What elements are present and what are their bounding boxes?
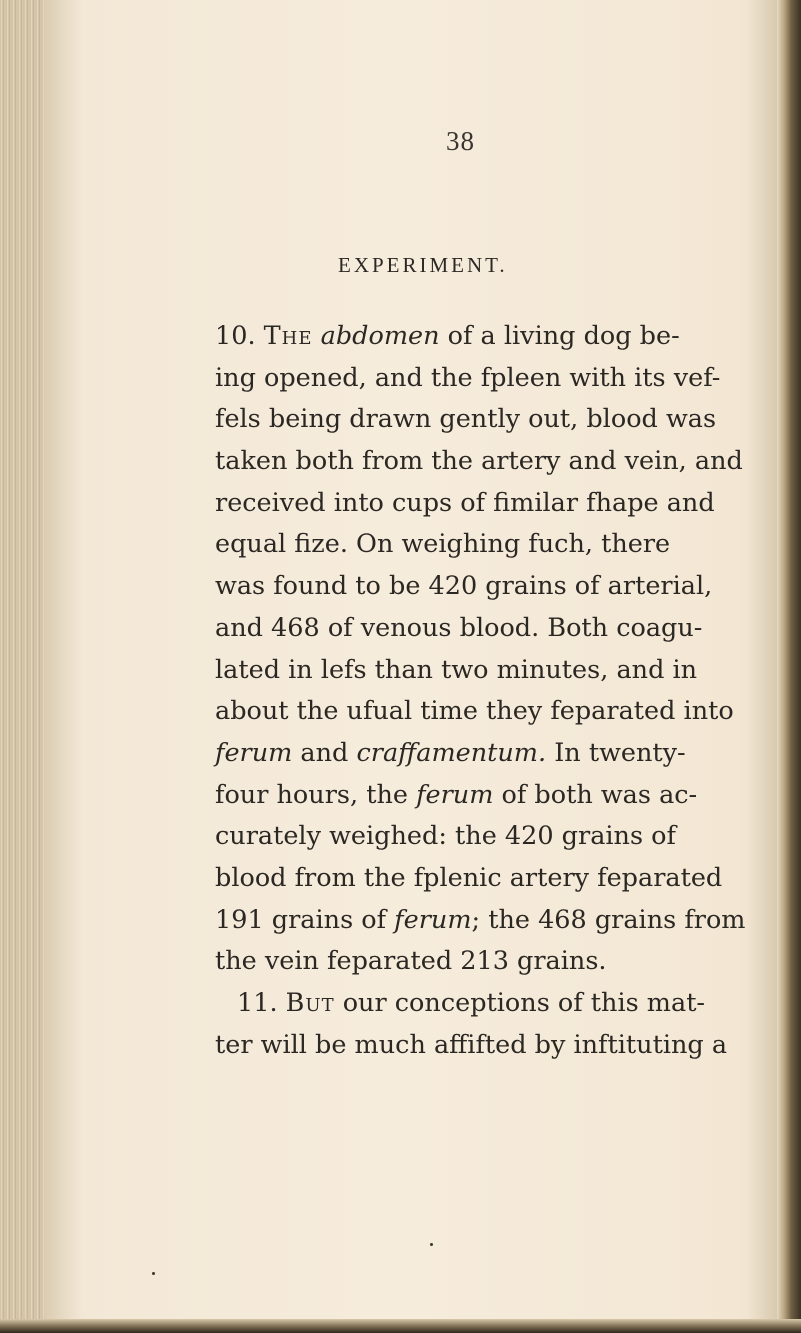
- text-line: received into cups of fimilar fhape and: [215, 487, 715, 518]
- text-line: about the ufual time they feparated into: [215, 696, 734, 727]
- text-line: ter will be much affifted by inftituting a: [215, 1029, 728, 1060]
- text-line: ferum and craffamentum. In twenty-: [215, 737, 686, 768]
- book-edge-bottom: [0, 1319, 801, 1333]
- section-heading: EXPERIMENT.: [338, 253, 508, 277]
- text-line: 10. The abdomen of a living dog be-: [215, 321, 680, 351]
- gutter-shadow: [44, 0, 84, 1333]
- text-line: equal fize. On weighing fuch, there: [215, 529, 671, 560]
- text-line: 191 grains of ferum; the 468 grains from: [215, 904, 746, 935]
- text-line: and 468 of venous blood. Both coagu-: [215, 612, 703, 643]
- paper-speck: [152, 1272, 155, 1275]
- body-text: [215, 316, 775, 1066]
- text-line: blood from the fplenic artery feparated: [215, 862, 723, 893]
- text-line: taken both from the artery and vein, and: [215, 446, 743, 477]
- text-line: was found to be 420 grains of arterial,: [215, 571, 713, 602]
- text-line: ing opened, and the fpleen with its vef-: [215, 362, 721, 393]
- text-line: curately weighed: the 420 grains of: [215, 821, 676, 852]
- text-line: 11. But our conceptions of this mat-: [237, 988, 706, 1018]
- page-gutter-left: [0, 0, 44, 1333]
- text-line: four hours, the ferum of both was ac-: [215, 779, 698, 810]
- page-number: 38: [446, 126, 475, 156]
- paper-speck: [430, 1243, 433, 1246]
- text-line: the vein feparated 213 grains.: [215, 946, 607, 977]
- text-line: lated in lefs than two minutes, and in: [215, 654, 698, 685]
- book-edge-right: [777, 0, 801, 1333]
- text-line: fels being drawn gently out, blood was: [215, 404, 717, 435]
